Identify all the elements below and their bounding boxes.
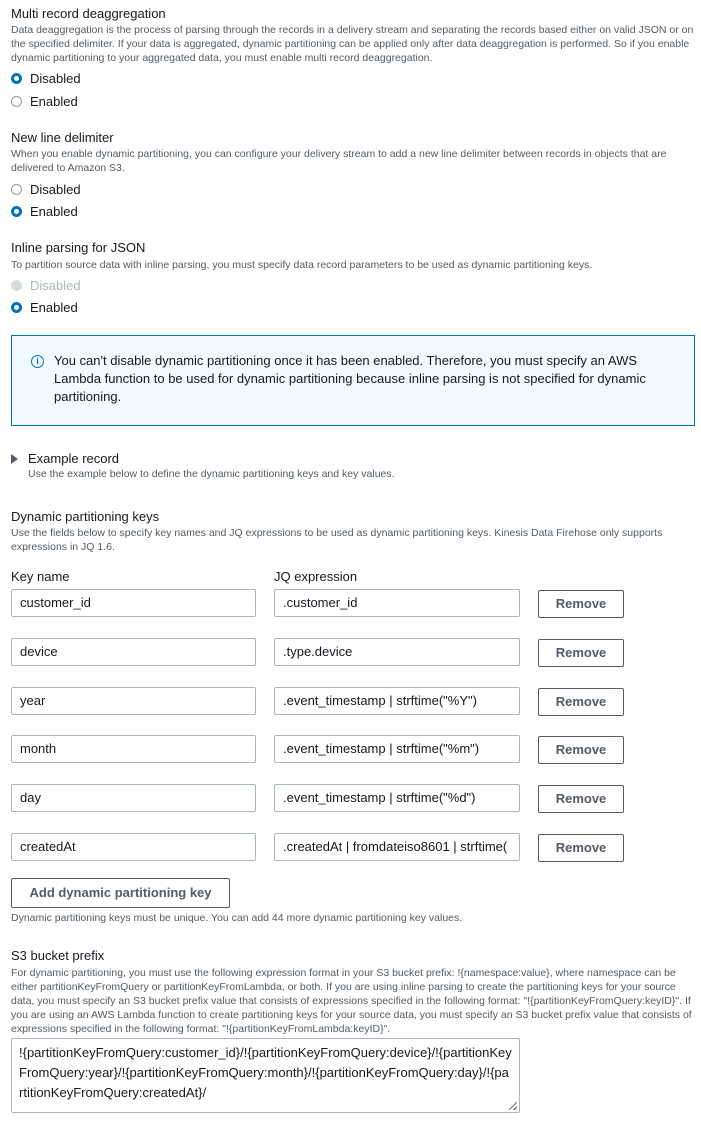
jq-expression-input[interactable]: .event_timestamp | strftime("%d") — [274, 784, 520, 812]
s3-prefix-title: S3 bucket prefix — [11, 948, 105, 963]
remove-key-button[interactable]: Remove — [538, 736, 624, 764]
multi-record-title: Multi record deaggregation — [11, 6, 166, 21]
radio-label: Disabled — [30, 277, 81, 293]
remove-key-button[interactable]: Remove — [538, 785, 624, 813]
info-icon: i — [31, 355, 44, 368]
remove-key-button[interactable]: Remove — [538, 590, 624, 618]
key-name-input[interactable]: year — [11, 687, 256, 715]
partitioning-keys-note: Dynamic partitioning keys must be unique. You can add 44 more dynamic partitioning key values. — [11, 912, 463, 924]
radio-selected-icon — [11, 73, 22, 84]
info-alert — [11, 335, 695, 426]
radio-label: Disabled — [30, 70, 81, 86]
s3-prefix-description: For dynamic partitioning, you must use the following expression format in your S3 bucket prefix: !{namespace:value}, where namespace can be either partitionKeyFromQuery or partitionKeyFromLambda, or both. If you are using inline parsing to create the partitioning keys for your source data, you must specify an S3 bucket prefix value that consists of expressions specified in the following format: "!{partitionKeyFromQuery:keyID}". If you are using an AWS Lambda function to create partitioning keys for your source data, you must specify an S3 bucket prefix value that consists of expressions specified in the following format: "!{partitionKeyFromLambda:keyID}". — [11, 967, 692, 1035]
inline-parsing-disabled-radio — [11, 276, 81, 294]
remove-key-button[interactable]: Remove — [538, 688, 624, 716]
radio-label: Disabled — [30, 181, 81, 197]
jq-expression-input[interactable]: .type.device — [274, 638, 520, 666]
jq-expression-header: JQ expression — [274, 569, 358, 584]
s3-prefix-textarea[interactable] — [11, 1038, 520, 1113]
radio-unselected-icon — [11, 96, 22, 107]
caret-right-icon — [11, 454, 18, 464]
inline-parsing-enabled-radio[interactable] — [11, 298, 78, 316]
key-name-input[interactable]: customer_id — [11, 589, 256, 617]
resize-handle-icon[interactable] — [509, 1102, 517, 1110]
remove-key-button[interactable]: Remove — [538, 834, 624, 862]
example-record-description: Use the example below to define the dynamic partitioning keys and key values. — [28, 468, 395, 480]
info-alert-text: You can't disable dynamic partitioning once it has been enabled. Therefore, you must specify an AWS Lambda function to be used for dynamic partitioning because inline parsing is not specified for dynamic partitioning. — [54, 353, 646, 404]
jq-expression-input[interactable]: .event_timestamp | strftime("%Y") — [274, 687, 520, 715]
radio-label: Enabled — [30, 203, 78, 219]
radio-selected-icon — [11, 206, 22, 217]
partitioning-keys-title: Dynamic partitioning keys — [11, 509, 160, 524]
key-name-header: Key name — [11, 569, 70, 584]
example-record-toggle[interactable] — [11, 451, 119, 466]
multi-record-disabled-radio[interactable] — [11, 69, 81, 87]
radio-disabled-icon — [11, 280, 22, 291]
radio-label: Enabled — [30, 93, 78, 109]
key-name-input[interactable]: month — [11, 735, 256, 763]
add-partitioning-key-button[interactable]: Add dynamic partitioning key — [11, 878, 230, 908]
key-name-input[interactable]: createdAt — [11, 833, 256, 861]
remove-key-button[interactable]: Remove — [538, 639, 624, 667]
jq-expression-input[interactable]: .createdAt | fromdateiso8601 | strftime( — [274, 833, 520, 861]
radio-label: Enabled — [30, 299, 78, 315]
key-name-input[interactable]: device — [11, 638, 256, 666]
jq-expression-input[interactable]: .customer_id — [274, 589, 520, 617]
inline-parsing-title: Inline parsing for JSON — [11, 240, 146, 255]
radio-selected-icon — [11, 302, 22, 313]
inline-parsing-description: To partition source data with inline parsing, you must specify data record parameters to be used as dynamic partitioning keys. — [11, 259, 593, 271]
example-record-title: Example record — [28, 451, 120, 466]
multi-record-enabled-radio[interactable] — [11, 92, 78, 110]
new-line-description: When you enable dynamic partitioning, you can configure your delivery stream to add a new line delimiter between records in objects that are delivered to Amazon S3. — [11, 148, 667, 174]
new-line-title: New line delimiter — [11, 130, 114, 145]
new-line-disabled-radio[interactable] — [11, 180, 81, 198]
key-name-input[interactable]: day — [11, 784, 256, 812]
new-line-enabled-radio[interactable] — [11, 202, 78, 220]
partitioning-keys-description: Use the fields below to specify key names and JQ expressions to be used as dynamic partitioning keys. Kinesis Data Firehose only supports expressions in JQ 1.6. — [11, 527, 663, 553]
multi-record-description: Data deaggregation is the process of parsing through the records in a delivery stream and separating the records based either on valid JSON or on the specified delimiter. If your data is aggregated, dynamic partitioning can be applied only after data deaggregation is performed. So if you enable dynamic partitioning to your aggregated data, you must enable multi record deaggregation. — [11, 24, 694, 64]
s3-prefix-value: !{partitionKeyFromQuery:customer_id}/!{partitionKeyFromQuery:device}/!{partitionKeyFromQuery:year}/!{partitionKeyFromQuery:month}/!{partitionKeyFromQuery:day}/!{partitionKeyFromQuery:createdAt}/ — [19, 1045, 512, 1100]
radio-unselected-icon — [11, 184, 22, 195]
jq-expression-input[interactable]: .event_timestamp | strftime("%m") — [274, 735, 520, 763]
